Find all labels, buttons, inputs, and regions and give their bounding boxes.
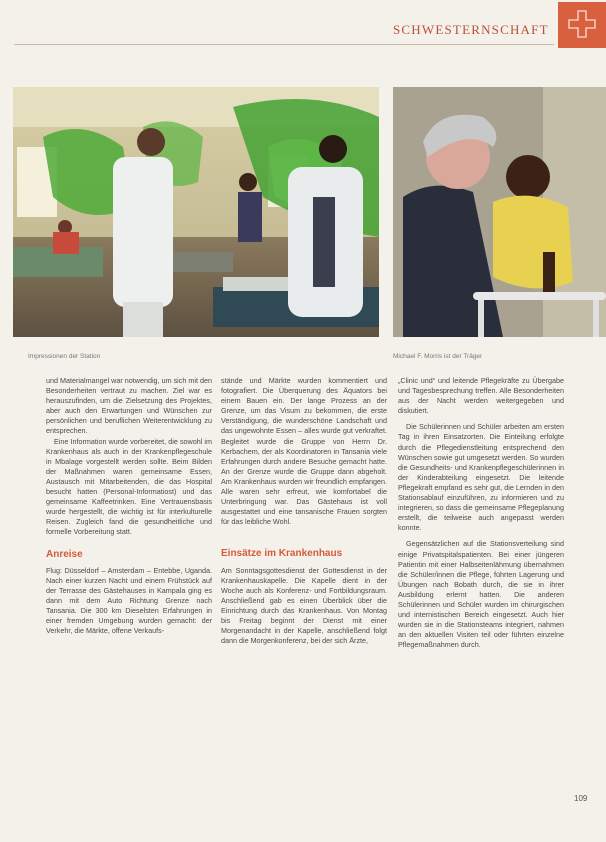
text-column-3	[398, 376, 564, 650]
paragraph: Gegensätzlichen auf die Stationsverteilung sind einige Privatspitalspatienten. Bei einer jüngeren Patientin mit einer Halbseitenlähmung übernahmen die Schüler/innen die Pflege, führten Lagerung und Übungen nach Bobath durch, die sie in ihrer Ausbildung erlernt hatten. Die anderen Schülerinnen und Schüler wurden im chirurgischen und internistischen Bereich eingesetzt. Auch hier wurden sie in die Stationsteams integriert, nahmen an den aktuellen Visiten teil oder führten einzelne Pflegemaßnahmen durch.	[398, 539, 564, 650]
header-rule	[14, 44, 554, 45]
cross-logo-icon	[566, 8, 598, 40]
paragraph: Eine Information wurde vorbereitet, die sowohl im Krankenhaus als auch in der Krankenpflegeschule in Mbalage vorgestellt werden sollte. Beim Bilden der Maßnahmen waren gemeinsame Essen, Austausch mit Mitarbeitenden, die das Hospital besucht hatten (Personal-Informatiost) und das gemeinsame Kaffeetrinken. Eine Vertrauensbasis wurde hergestellt, die wichtig ist für interkulturelle Reisen. Zugleich fand die gesundheitliche und formelle Vorbereitung statt.	[46, 436, 212, 537]
page-number: 109	[574, 794, 588, 803]
text-column-2	[221, 376, 387, 646]
section-title: SCHWESTERNSCHAFT	[393, 22, 549, 37]
paragraph: Die Schülerinnen und Schüler arbeiten am ersten Tag in ihren Einsatzorten. Die Einteilung erfolgte durch die Pflegedienstleitung entsprechend den Wünschen sowie gut umgesetzt werden. So wurden die Gesundheits- und Krankenpflegeschülerinnen in der Kinderabteilung eingesetzt. Die leitende Pflegekraft empfand es sehr gut, die Lernden in den Stationsablauf einzuführen, zu informieren und zu integrieren, so dass die gemeinsame Pflegeplanung erstellt, die teilweise auch angepasst werden konnte.	[398, 422, 564, 533]
paragraph: Flug: Düsseldorf – Amsterdam – Entebbe, Uganda. Nach einer kurzen Nacht und einem Frühstück auf der Terrasse des Gästehauses in Kampala ging es dann mit dem Auto Richtung Grenze nach Tansania. Die 300 km Dieselsten Erfahrungen in einer fremden Umgebung wurden gemacht: der Verkehr, die Märkte, offene Verkaufs-	[46, 565, 212, 636]
paragraph: und Materialmangel war notwendig, um sich mit den Besonderheiten vertraut zu machen. Ziel war es herauszufinden, um die Zielsetzung des Projektes, aber auch den Erwartungen und Wünschen zur persönlichen und beruflichen Weiterentwicklung zu entsprechen.	[46, 376, 212, 436]
ward-photo	[13, 87, 379, 337]
nurse-child-photo	[393, 87, 606, 337]
paragraph: Am Sonntagsgottesdienst der Gottesdienst in der Krankenhauskapelle. Die Kapelle dient in der Woche auch als Konferenz- und Fortbildungsraum. Anschließend gab es einen Überblick über die Einrichtung durch das Krankenhaus. Von Montag bis Freitag beginnt der Dienst mit einer Morgenandacht in der Kapelle, anschließend folgt dann die Morgenkonferenz, bei der sich Ärzte,	[221, 565, 387, 646]
corner-logo-block	[558, 2, 606, 48]
text-column-1	[46, 376, 212, 636]
left-photo-caption: Impressionen der Station	[28, 353, 101, 360]
paragraph: stände und Märkte wurden kommentiert und fotografiert. Die Überquerung des Äquators bei einem Bauen ein. Der lange Prozess an der Grenze, um das Visum zu bekommen, die erste Verständigung, die wunderschöne Landschaft und das ungewohnte Essen – alles wurde gut verkraftet. Begleitet wurde die Gruppe von Herrn Dr. Kerbachem, der als Koordinatoren in Tansania viele Erfahrungen durch andere Besuche gemacht hatte. An der Grenze wurde die Gruppe dann abgeholt. Am Krankenhaus wurden wir freundlich empfangen. Alle waren sehr erfreut, wie komfortabel die Unterbringung war. Das Gästehaus ist voll ausgestattet und eine tansanische Frauen sorgten für das leibliche Wohl.	[221, 376, 387, 527]
subheading-anreise: Anreise	[46, 548, 83, 560]
paragraph: „Clinic und“ und leitende Pflegekräfte zu Übergabe und Tagesbesprechung treffen. Alle Besonderheiten aus der Nacht werden weitergegeben und diskutiert.	[398, 376, 564, 416]
right-photo-caption: Michael F. Morris ist der Träger	[393, 353, 483, 360]
subheading-einsaetze: Einsätze im Krankenhaus	[221, 548, 343, 560]
